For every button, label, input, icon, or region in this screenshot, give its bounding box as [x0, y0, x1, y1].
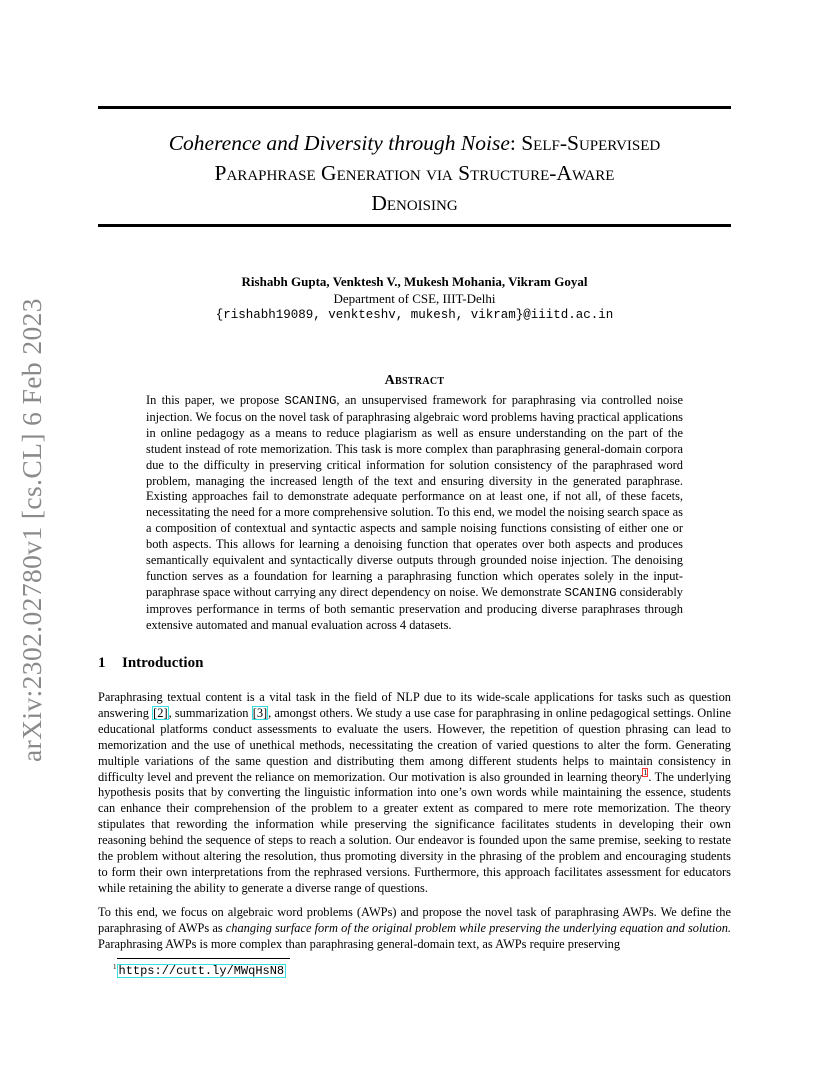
- title-line3: Denoising: [371, 191, 458, 215]
- abstract-text: [146, 393, 683, 634]
- paragraph-text: , amongst others. We study a use case for paraphrasing in online pedagogical settings. Online educational platforms conduct assessments to evaluate the users. However, the repetition of question phrasing can lead to memorization and the use of unethical methods, necessitating the creation of varied questions to alter the form. Generating multiple variations of the same question and distributing them among different students helps to maintain consistency in difficulty level and prevent the reliance on memorization. Our motivation is also grounded in learning theory: [98, 705, 731, 784]
- footnote: [113, 963, 286, 978]
- author-email: {rishabh19089, venkteshv, mukesh, vikram}@iiitd.ac.in: [215, 308, 614, 322]
- section-number: 1: [98, 655, 106, 671]
- author-block: [98, 273, 731, 324]
- footnote-url-link[interactable]: https://cutt.ly/MWqHsN8: [118, 963, 285, 978]
- paragraph-italic-text: changing surface form of the original problem while preserving the underlying equation and solution.: [225, 920, 731, 935]
- title-line2: Paraphrase Generation via Structure-Aware: [214, 161, 615, 185]
- arxiv-side-stamp: arXiv:2302.02780v1 [cs.CL] 6 Feb 2023: [16, 298, 47, 762]
- citation-link[interactable]: [3]: [252, 705, 268, 720]
- title-bottom-rule: [98, 224, 731, 227]
- footnote-mark: 1: [113, 963, 117, 971]
- section-title: Introduction: [122, 655, 204, 671]
- abstract-part: In this paper, we propose: [146, 393, 285, 407]
- author-affiliation: Department of CSE, IIIT-Delhi: [333, 291, 496, 306]
- author-names: Rishabh Gupta, Venktesh V., Mukesh Mohania, Vikram Goyal: [241, 274, 588, 289]
- paragraph-text: Paraphrasing AWPs is more complex than paraphrasing general-domain text, as AWPs require preserving: [98, 936, 621, 951]
- title-italic-part: Coherence and Diversity through Noise: [168, 131, 510, 155]
- intro-paragraph-1: [98, 690, 731, 897]
- paragraph-text: Paraphrasing textual content is a vital task in the field of NLP due to its wide-scale applications for tasks such as question answering: [98, 690, 731, 720]
- footnote-ref-link[interactable]: 1: [643, 768, 648, 778]
- intro-paragraph-2: [98, 905, 731, 953]
- citation-link[interactable]: [2]: [153, 705, 168, 720]
- title-separator: :: [509, 131, 522, 155]
- footnote-rule: [117, 958, 290, 959]
- abstract-part: , an unsupervised framework for paraphrasing via controlled noise injection. We focus on the novel task of paraphrasing algebraic word problems having practical applications in online pedagogy as a means to reduce plagiarism as well as ensure understanding on the part of the student instead of rote memorization. This task is more complex than paraphrasing general-domain corpora due to the difficulty in preserving critical information for solution consistency of the paraphrased word problem, managing the increased length of the text and ensuring diversity in the generated paraphrase. Existing approaches fail to demonstrate adequate performance on at least one, if not all, of these facets, necessitating the need for a more comprehensive solution. To this end, we model the noising search space as a composition of contextual and syntactic aspects and sample noising functions consisting of either one or both aspects. This allows for learning a denoising function that operates over both aspects and produces semantically equivalent and syntactically diverse outputs through grounded noise injection. The denoising function serves as a foundation for learning a paraphrasing function which operates solely in the input-paraphrase space without carrying any direct dependency on noise. We demonstrate: [146, 393, 684, 599]
- section-heading-introduction: [98, 655, 203, 672]
- paragraph-text: , summarization: [168, 705, 252, 720]
- method-name: SCANING: [284, 394, 337, 408]
- title-top-rule: [98, 106, 731, 109]
- paragraph-text: . The underlying hypothesis posits that by converting the linguistic information into one’s own words while maintaining the essence, students can enhance their comprehension of the problem to a greater extent as compared to mere rote memorization. The theory stipulates that rewording the information while preserving the significance facilitates students in developing their own reasoning behind the sequence of steps to reach a solution. Our endeavor is founded upon the same premise, seeking to restate the problem without altering the resolution, thus promoting diversity in the phrasing of the problem and encouraging students to form their own interpretations from the rephrased versions. Furthermore, this approach facilitates assessment for educators while retaining the ability to generate a diverse range of questions.: [98, 769, 731, 895]
- method-name: SCANING: [564, 585, 617, 600]
- abstract-part: considerably improves performance in terms of both semantic preservation and producing diverse paraphrases through extensive automated and manual evaluation across 4 datasets.: [146, 584, 683, 632]
- title-line1: Self-Supervised: [521, 131, 661, 155]
- abstract-heading: Abstract: [384, 373, 445, 388]
- paragraph-text: To this end, we focus on algebraic word problems (AWPs) and propose the novel task of paraphrasing AWPs. We define the paraphrasing of AWPs as: [98, 905, 731, 935]
- paper-title: [98, 128, 731, 218]
